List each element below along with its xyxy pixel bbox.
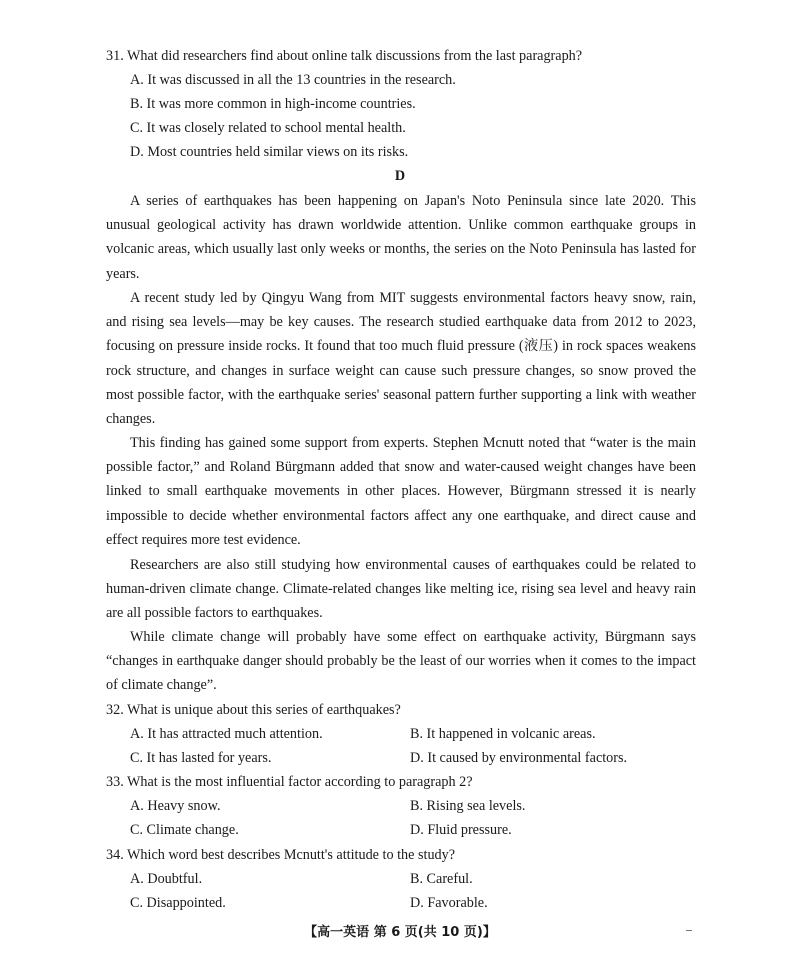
question-31-stem: 31. What did researchers find about online talk discussions from the last paragraph? — [106, 48, 583, 64]
passage-paragraph-1: A series of earthquakes has been happening on Japan's Noto Peninsula since late 2020. This unusual geological activity has drawn worldwide attention. Unlike common earthquake groups in volcanic areas, which usually last only weeks or months, the series on the Noto Peninsula has lasted for years. — [106, 193, 696, 282]
passage-paragraph-4: Researchers are also still studying how environmental causes of earthquakes could be related to human-driven climate change. Climate-related changes like melting ice, rising sea level and heavy rain are all possible factors to earthquakes. — [106, 557, 696, 622]
margin-mark — [686, 930, 692, 931]
question-34-options-row-1 — [0, 867, 800, 891]
passage-paragraph-2: A recent study led by Qingyu Wang from MIT suggests environmental factors heavy snow, rain, and rising sea levels—may be key causes. The research studied earthquake data from 2012 to 2023, focusing on pressure inside rocks. It found that too much fluid pressure (液压) in rock spaces weakens rock structure, and changes in surface weight can cause such pressure changes, so snow proved the most possible factor, with the earthquake series' seasonal pattern further supporting a link with weather changes. — [106, 290, 696, 428]
passage-paragraph-5: While climate change will probably have some effect on earthquake activity, Bürgmann says “changes in earthquake danger should probably be the least of our worries when it comes to the impact of climate change”. — [106, 629, 696, 694]
question-31-option-a: A. It was discussed in all the 13 countries in the research. — [130, 72, 456, 88]
question-32-option-a: A. It has attracted much attention. — [130, 726, 323, 742]
question-34-option-b: B. Careful. — [410, 871, 473, 887]
question-33-options-row-2 — [0, 818, 800, 842]
question-32-option-d: D. It caused by environmental factors. — [410, 750, 628, 766]
question-33-options-row-1 — [0, 794, 800, 818]
question-31-option-c: C. It was closely related to school mental health. — [130, 120, 406, 136]
question-33-option-b: B. Rising sea levels. — [410, 798, 526, 814]
question-32-option-b: B. It happened in volcanic areas. — [410, 726, 596, 742]
question-34-stem: 34. Which word best describes Mcnutt's attitude to the study? — [106, 847, 456, 863]
question-34-option-a: A. Doubtful. — [130, 871, 203, 887]
question-32-option-c: C. It has lasted for years. — [130, 750, 272, 766]
question-31-option-b: B. It was more common in high-income countries. — [130, 96, 416, 112]
question-34-option-d: D. Favorable. — [410, 895, 488, 911]
question-34-option-c: C. Disappointed. — [130, 895, 226, 911]
question-33-option-a: A. Heavy snow. — [130, 798, 221, 814]
passage-paragraph-3: This finding has gained some support from experts. Stephen Mcnutt noted that “water is the main possible factor,” and Roland Bürgmann added that snow and water-caused weight changes have been linked to small earthquake movements in other places. However, Bürgmann stressed it is nearly impossible to decide whether environmental factors affect any one earthquake, and direct cause and effect requires more test evidence. — [106, 435, 696, 548]
question-32-options-row-2 — [0, 746, 800, 770]
page-footer: 【高一英语 第 6 页(共 10 页)】 — [304, 925, 496, 940]
question-33-stem: 33. What is the most influential factor according to paragraph 2? — [106, 774, 473, 790]
question-32-stem: 32. What is unique about this series of earthquakes? — [106, 702, 401, 718]
section-heading: D — [394, 168, 406, 184]
question-34-options-row-2 — [0, 891, 800, 915]
question-33-option-d: D. Fluid pressure. — [410, 822, 512, 838]
question-32-options-row-1 — [0, 722, 800, 746]
question-31-option-d: D. Most countries held similar views on its risks. — [130, 144, 409, 160]
question-33-option-c: C. Climate change. — [130, 822, 239, 838]
